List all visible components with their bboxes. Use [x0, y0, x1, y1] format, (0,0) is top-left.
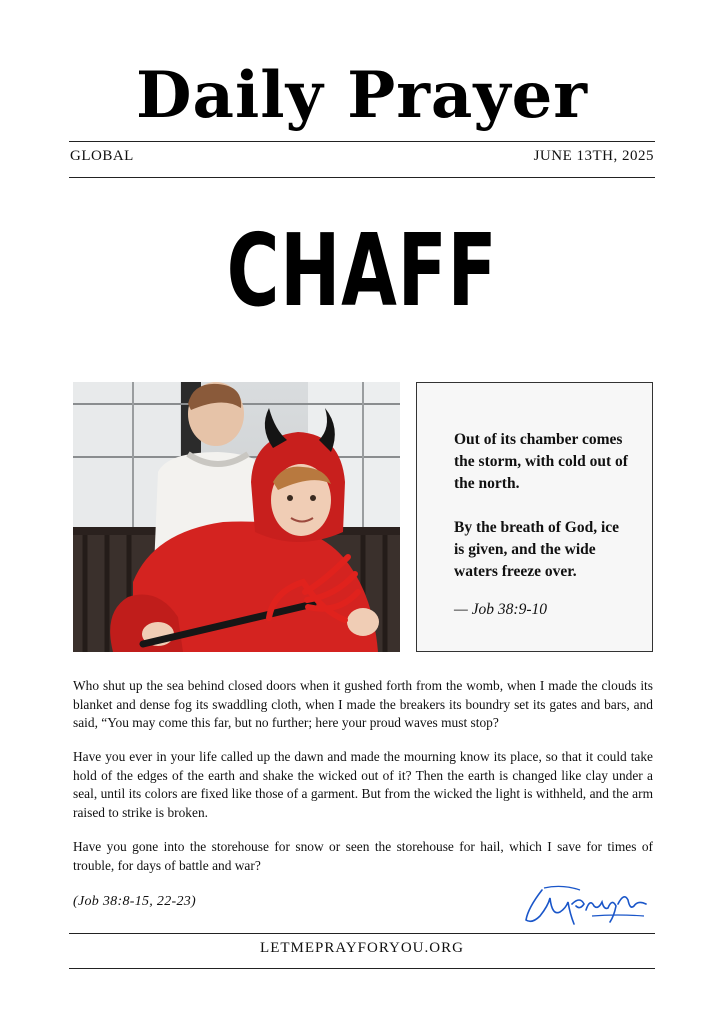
quote-stanza-1: Out of its chamber comes the storm, with cold out of the north.	[454, 431, 628, 492]
date-label: JUNE 13TH, 2025	[533, 148, 654, 164]
children-costume-photo-icon	[73, 382, 400, 652]
quote-reference: — Job 38:9-10	[454, 601, 547, 618]
body-paragraph-2: Have you ever in your life called up the dawn and made the mourning know its place, so that it could take hold of the edges of the earth and shake the wicked out of it? Then the earth is changed like clay under a seal, until its colors are fixed like those of a garment. But from the wicked the light is withheld, and the arm raised to strike is broken.	[73, 749, 653, 820]
masthead-title: Daily Prayer	[136, 58, 588, 133]
footer-bottom-rule	[69, 968, 655, 969]
body-paragraph-1: Who shut up the sea behind closed doors when it gushed forth from the womb, when I made the clouds its blanket and dense fog its swaddling cloth, when I made the breakers its boundry set its gates and bars, and said, “You may come this far, but no further; here your proud waves must stop?	[73, 678, 653, 730]
quote-stanza-2: By the breath of God, ice is given, and the wide waters freeze over.	[454, 519, 620, 580]
region-label: GLOBAL	[70, 148, 134, 164]
feature-photo	[73, 382, 400, 652]
header-top-rule	[69, 141, 655, 142]
pull-quote-box	[416, 382, 653, 652]
body-paragraph-3: Have you gone into the storehouse for snow or seen the storehouse for hail, which I save for times of trouble, for days of battle and war?	[73, 839, 653, 873]
headline: CHAFF	[226, 212, 498, 329]
header-bottom-rule	[69, 177, 655, 178]
signature	[522, 880, 648, 928]
scripture-citation: (Job 38:8-15, 22-23)	[73, 894, 197, 909]
footer-top-rule	[69, 933, 655, 934]
signature-icon	[522, 880, 648, 928]
footer-website[interactable]: LETMEPRAYFORYOU.ORG	[260, 940, 464, 956]
